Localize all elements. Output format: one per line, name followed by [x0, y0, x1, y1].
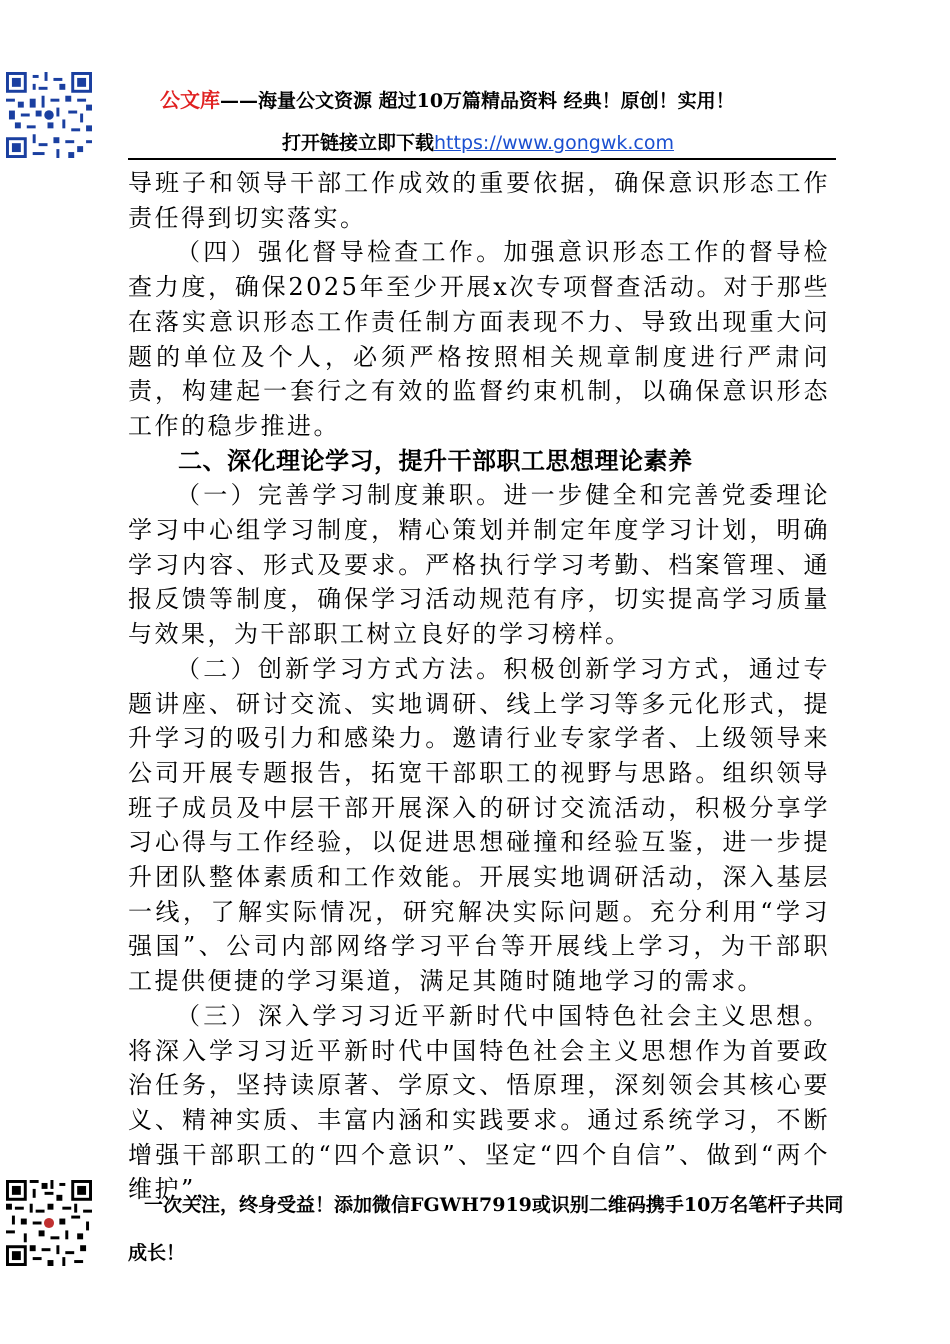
- header-tagline: ——海量公文资源 超过10万篇精品资料 经典！原创！实用！: [220, 90, 735, 112]
- download-prefix: 打开链接立即下载: [282, 132, 435, 154]
- footer-promo-line: 一次关注，终身受益！添加微信FGWH7919或识别二维码携手10万名笔杆子共同: [144, 1194, 844, 1216]
- section-heading: 二、深化理论学习，提升干部职工思想理论素养: [178, 446, 693, 475]
- paragraph-thought-study: （三）深入学习习近平新时代中国特色社会主义思想。将深入学习习近平新时代中国特色社会主义思想作为首要政治任务，坚持读原著、学原文、悟原理，深刻领会其核心要义、精神实质、丰富内涵和实践要求。通过系统学习，不断增强干部职工的“四个意识”、坚定“四个自信”、做到“两个维护”，: [128, 1001, 830, 1204]
- qr-code-icon[interactable]: [6, 72, 92, 158]
- paragraph-study-system: （一）完善学习制度兼职。进一步健全和完善党委理论学习中心组学习制度，精心策划并制定年度学习计划，明确学习内容、形式及要求。严格执行学习考勤、档案管理、通报反馈等制度，确保学习活动规范有序，切实提高学习质量与效果，为干部职工树立良好的学习榜样。: [128, 481, 830, 649]
- header-divider: [128, 158, 836, 160]
- footer-promo-continuation: 成长！: [128, 1242, 186, 1264]
- qr-code-bottom-graphic: [6, 1180, 92, 1266]
- paragraph-continuation: 导班子和领导干部工作成效的重要依据，确保意识形态工作责任得到切实落实。: [128, 169, 830, 232]
- qr-code-icon[interactable]: [6, 1180, 92, 1266]
- brand-name: 公文库: [160, 88, 220, 112]
- qr-code-top-graphic: [6, 72, 92, 158]
- header-banner: [160, 84, 735, 113]
- document-body: [128, 166, 830, 1207]
- paragraph-supervision: （四）强化督导检查工作。加强意识形态工作的督导检查力度，确保2025年至少开展x次专项督查活动。对于那些在落实意识形态工作责任制方面表现不力、导致出现重大问题的单位及个人，必须严格按照相关规章制度进行严肃问责，构建起一套行之有效的监督约束机制，以确保意识形态工作的稳步推进。: [128, 238, 830, 440]
- header-download-line: [282, 128, 674, 155]
- website-link[interactable]: https://www.gongwk.com: [434, 132, 674, 154]
- paragraph-study-methods: （二）创新学习方式方法。积极创新学习方式，通过专题讲座、研讨交流、实地调研、线上学习等多元化形式，提升学习的吸引力和感染力。邀请行业专家学者、上级领导来公司开展专题报告，拓宽干部职工的视野与思路。组织领导班子成员及中层干部开展深入的研讨交流活动，积极分享学习心得与工作经验，以促进思想碰撞和经验互鉴，进一步提升团队整体素质和工作效能。开展实地调研活动，深入基层一线，了解实际情况，研究解决实际问题。充分利用“学习强国”、公司内部网络学习平台等开展线上学习，为干部职工提供便捷的学习渠道，满足其随时随地学习的需求。: [128, 654, 830, 996]
